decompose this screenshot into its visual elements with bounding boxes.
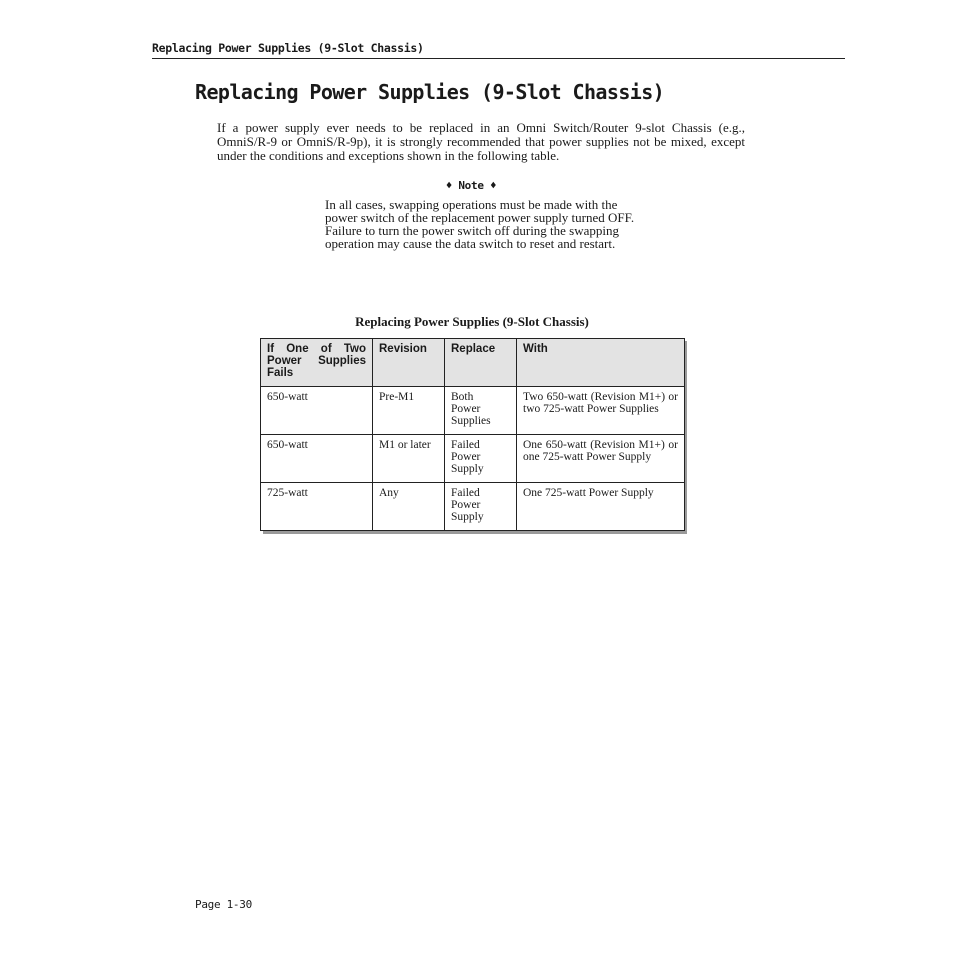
- table-cell: Failed Power Supply: [445, 483, 517, 531]
- table-cell: 650-watt: [261, 387, 373, 435]
- note-heading: ♦ Note ♦: [445, 179, 497, 192]
- table-cell: Pre-M1: [373, 387, 445, 435]
- table-row: [261, 435, 685, 483]
- table-header-row: [261, 339, 685, 387]
- table-caption: Replacing Power Supplies (9-Slot Chassis): [355, 314, 589, 329]
- header-rule: [152, 58, 845, 59]
- column-header-replace: Replace: [445, 339, 517, 387]
- intro-paragraph: If a power supply ever needs to be replaced in an Omni Switch/Router 9-slot Chassis (e.g., OmniS/R-9 or OmniS/R-9p), it is strongly recommended that power supplies not be mixed, except under the conditions and exceptions shown in the following table.: [217, 120, 745, 163]
- table-cell: 650-watt: [261, 435, 373, 483]
- table-cell: 725-watt: [261, 483, 373, 531]
- power-supply-table: [260, 338, 684, 531]
- table-cell: One 725-watt Power Supply: [517, 483, 685, 531]
- table-cell: M1 or later: [373, 435, 445, 483]
- page-title: Replacing Power Supplies (9-Slot Chassis): [195, 80, 665, 104]
- column-header-with: With: [517, 339, 685, 387]
- page-number: Page 1-30: [195, 898, 252, 911]
- table-cell: Failed Power Supply: [445, 435, 517, 483]
- table-row: [261, 483, 685, 531]
- table-cell: Both Power Supplies: [445, 387, 517, 435]
- column-header-fails: If One of Two Power Supplies Fails: [261, 339, 373, 387]
- table-cell: One 650-watt (Revision M1+) or one 725-watt Power Supply: [517, 435, 685, 483]
- note-body: In all cases, swapping operations must be made with the power switch of the replacement power supply turned OFF. Failure to turn the power switch off during the swapping operation may cause the data switch to reset and restart.: [325, 197, 635, 251]
- column-header-revision: Revision: [373, 339, 445, 387]
- table-row: [261, 387, 685, 435]
- running-header: Replacing Power Supplies (9-Slot Chassis): [152, 41, 424, 55]
- table-cell: Any: [373, 483, 445, 531]
- table-cell: Two 650-watt (Revision M1+) or two 725-watt Power Supplies: [517, 387, 685, 435]
